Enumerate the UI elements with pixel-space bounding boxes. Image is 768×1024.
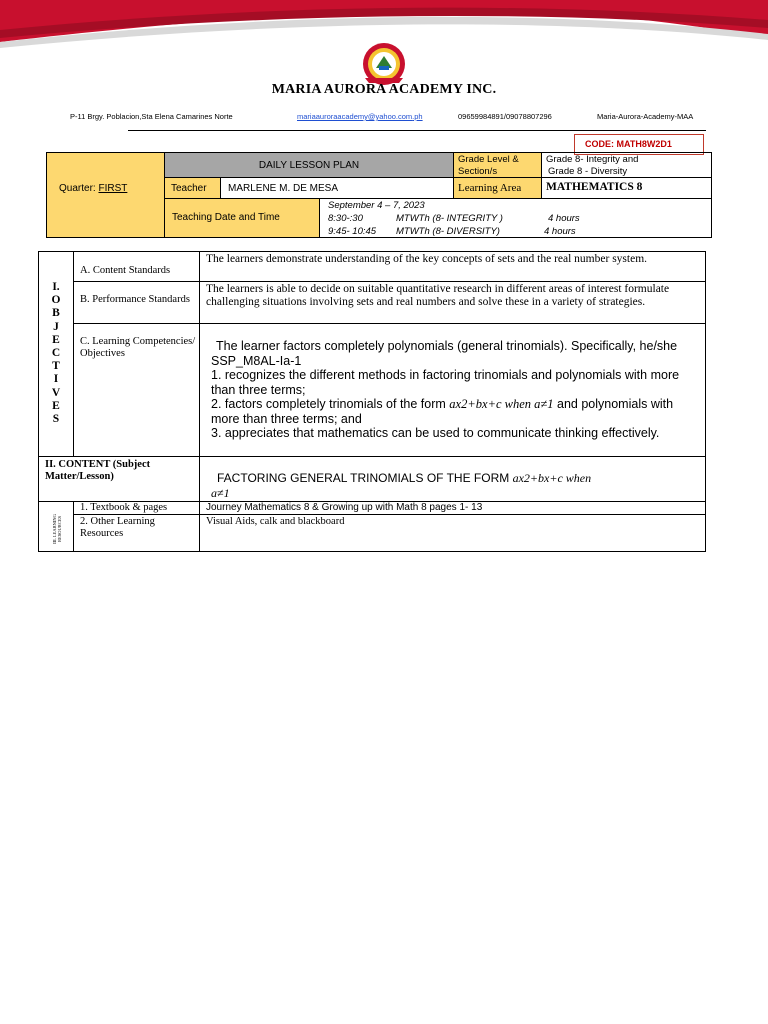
grade-label: Grade Level & Section/s bbox=[458, 154, 519, 177]
objectives-letter: O bbox=[51, 294, 61, 307]
school-social: Maria-Aurora-Academy-MAA bbox=[597, 112, 694, 121]
teacher-name: MARLENE M. DE MESA bbox=[228, 183, 339, 194]
title-cell bbox=[164, 152, 454, 178]
date-label: Teaching Date and Time bbox=[172, 212, 280, 223]
schedule-days: MTWTh (8- INTEGRITY ) bbox=[396, 213, 503, 224]
objectives-letter: I bbox=[53, 373, 59, 386]
objectives-letter: E bbox=[52, 399, 60, 412]
content-standards-text: The learners demonstrate understanding of the key concepts of sets and the real number system. bbox=[206, 253, 648, 265]
lesson-code-badge: CODE: MATH8W2D1 bbox=[574, 134, 704, 155]
content-math-2: a≠1 bbox=[211, 485, 230, 500]
date-range: September 4 – 7, 2023 bbox=[328, 200, 425, 211]
school-seal-logo bbox=[355, 42, 413, 86]
resources-section-label-cell bbox=[38, 501, 74, 552]
objectives-letter: I. bbox=[52, 281, 60, 293]
objectives-letter: V bbox=[51, 386, 61, 399]
learning-area-label-cell bbox=[453, 177, 542, 199]
competencies-label: C. Learning Competencies/ Objectives bbox=[80, 336, 196, 359]
performance-standards-label-cell bbox=[73, 281, 200, 324]
grade-value-cell bbox=[541, 152, 712, 178]
objectives-letter: E bbox=[52, 333, 60, 346]
learning-area-value-cell bbox=[541, 177, 712, 199]
objectives-letter: S bbox=[52, 413, 60, 426]
quarter-label: Quarter: bbox=[59, 183, 99, 194]
content-label: II. CONTENT (Subject Matter/Lesson) bbox=[45, 459, 151, 482]
textbook-label: 1. Textbook & pages bbox=[80, 502, 168, 513]
grade-value-2: Grade 8 - Diversity bbox=[548, 166, 628, 177]
content-text: FACTORING GENERAL TRINOMIALS OF THE FORM bbox=[217, 471, 513, 485]
other-resources-value-cell bbox=[199, 514, 706, 552]
teacher-label-cell bbox=[164, 177, 221, 199]
competencies-intro: The learner factors completely polynomials (general trinomials). Specifically, he/she SSP_M8AL-Ia-1 bbox=[211, 339, 678, 368]
performance-standards-label: B. Performance Standards bbox=[80, 294, 190, 305]
schedule-days: MTWTh (8- DIVERSITY) bbox=[396, 226, 500, 237]
lesson-plan-header-table bbox=[46, 152, 712, 238]
grade-label-cell bbox=[453, 152, 542, 178]
competency-item-3: 3. appreciates that mathematics can be used to communicate thinking effectively. bbox=[211, 426, 660, 440]
schedule-hours: 4 hours bbox=[548, 213, 580, 224]
performance-standards-text: The learners is able to decide on suitable quantitative research in different areas of interest formulate challenging situations involving sets and real numbers and solve these in a variety of strategies. bbox=[206, 283, 670, 308]
content-standards-text-cell bbox=[199, 251, 706, 282]
schedule-row-1 bbox=[328, 212, 708, 225]
teacher-name-cell bbox=[220, 177, 454, 199]
header-banner bbox=[0, 0, 768, 48]
content-math-1: ax2+bx+c when bbox=[512, 471, 592, 485]
competency-item-1: 1. recognizes the different methods in factoring trinomials and polynomials with more than three terms; bbox=[211, 368, 680, 397]
quarter-cell bbox=[46, 152, 165, 238]
resources-section-label: III. LEARNING RESOURCES bbox=[52, 514, 62, 544]
schedule-row-2 bbox=[328, 225, 708, 238]
teacher-label: Teacher bbox=[171, 183, 207, 194]
content-standards-label-cell bbox=[73, 251, 200, 282]
other-resources-value: Visual Aids, calk and blackboard bbox=[206, 516, 345, 527]
competencies-text-cell bbox=[199, 323, 706, 457]
school-address: P-11 Brgy. Poblacion,Sta Elena Camarines Norte bbox=[70, 112, 233, 121]
objectives-letter: B bbox=[52, 307, 60, 320]
content-text-cell bbox=[199, 456, 706, 502]
quarter-value: FIRST bbox=[98, 183, 128, 194]
objectives-section-label bbox=[38, 251, 74, 457]
content-label-cell bbox=[38, 456, 200, 502]
school-name: MARIA AURORA ACADEMY INC. bbox=[271, 82, 497, 97]
other-resources-label-cell bbox=[73, 514, 200, 552]
content-standards-label: A. Content Standards bbox=[80, 265, 171, 276]
objectives-letter: C bbox=[51, 347, 61, 360]
textbook-value-cell bbox=[199, 501, 706, 515]
schedule-time: 8:30-:30 bbox=[328, 213, 363, 224]
objectives-letter: J bbox=[53, 320, 59, 333]
lesson-plan-main-table bbox=[38, 251, 706, 552]
date-value-cell bbox=[319, 198, 712, 238]
learning-area-label: Learning Area bbox=[458, 182, 522, 194]
objectives-letter: T bbox=[52, 360, 60, 373]
performance-standards-text-cell bbox=[199, 281, 706, 324]
grade-value-1: Grade 8- Integrity and bbox=[546, 154, 639, 165]
school-phones: 09659984891/09078807296 bbox=[458, 112, 552, 121]
date-label-cell bbox=[164, 198, 320, 238]
textbook-value: Journey Mathematics 8 & Growing up with Math 8 pages 1- 13 bbox=[206, 502, 483, 513]
schedule-time: 9:45- 10:45 bbox=[328, 226, 377, 237]
competency-item-2: 2. factors completely trinomials of the form ax2+bx+c when a≠1 and polynomials with more than three terms; and bbox=[211, 397, 674, 426]
learning-area-value: MATHEMATICS 8 bbox=[546, 181, 643, 193]
schedule-hours: 4 hours bbox=[544, 226, 576, 237]
textbook-label-cell bbox=[73, 501, 200, 515]
school-email[interactable]: mariaauroraacademy@yahoo.com.ph bbox=[297, 112, 423, 121]
header-divider bbox=[128, 130, 706, 131]
plan-title: DAILY LESSON PLAN bbox=[258, 160, 360, 171]
other-resources-label: 2. Other Learning Resources bbox=[80, 516, 155, 539]
competencies-label-cell bbox=[73, 323, 200, 457]
